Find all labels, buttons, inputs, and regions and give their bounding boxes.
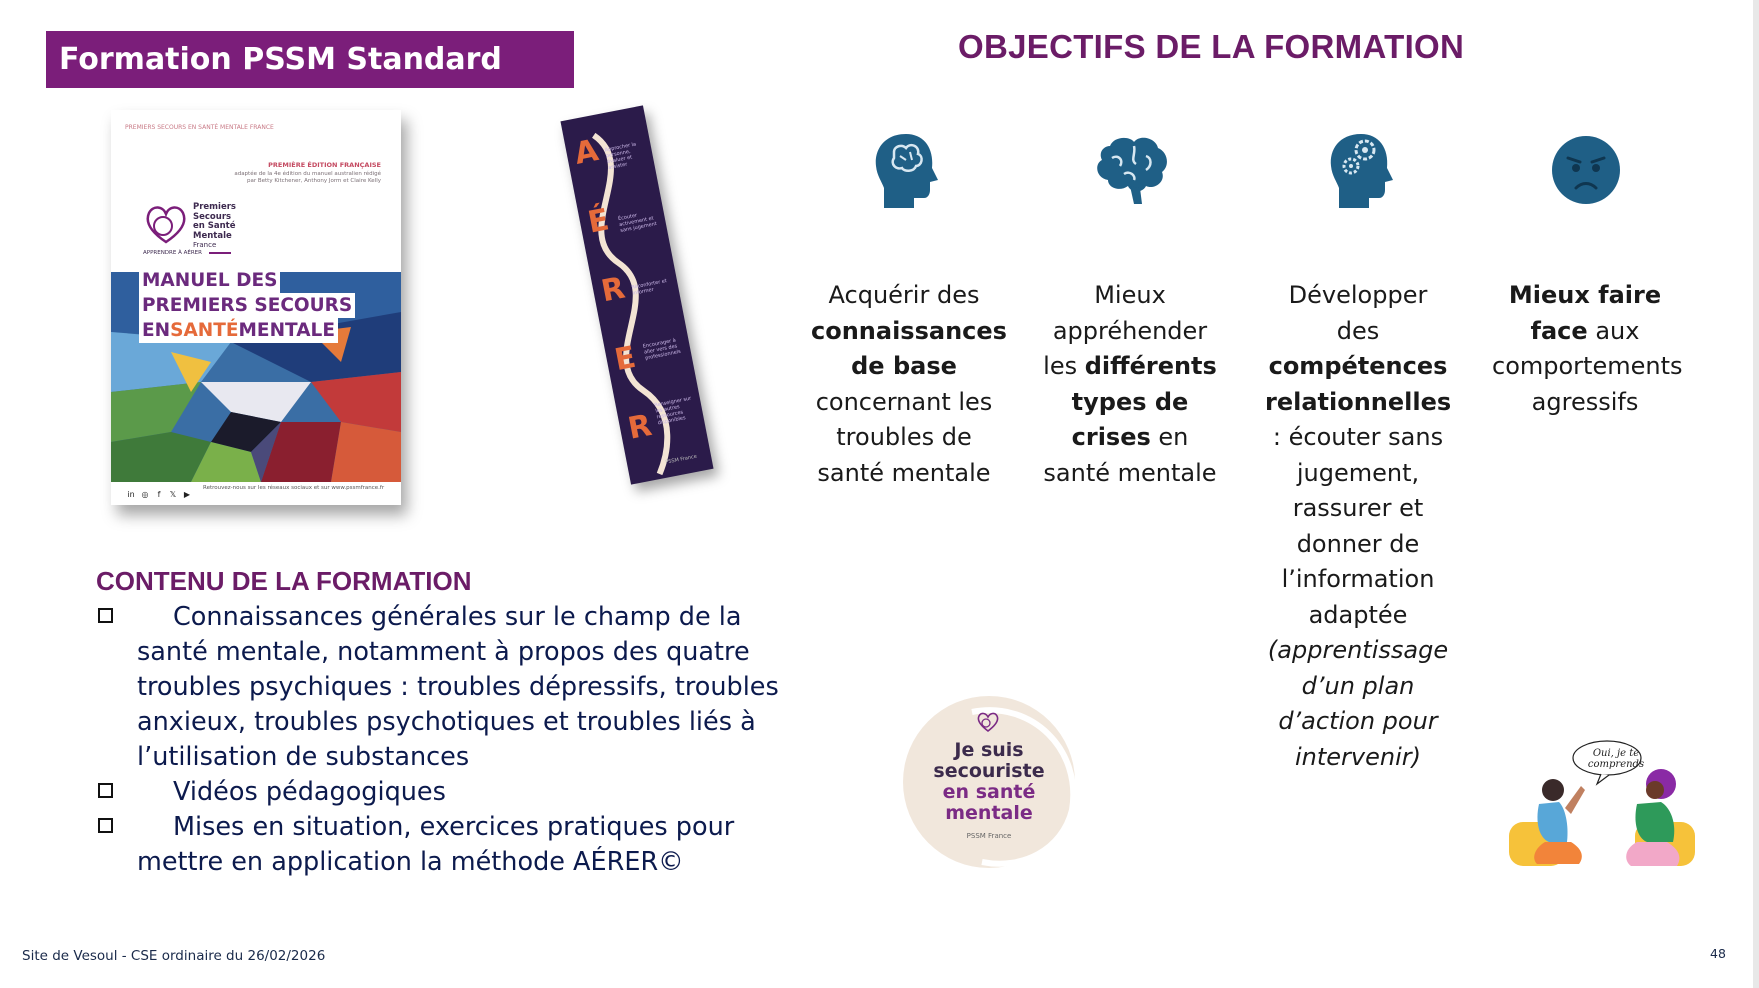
brain-head-icon xyxy=(870,130,946,210)
aerer-bookmark-image xyxy=(560,105,713,484)
bookmark-letter: R xyxy=(625,408,655,447)
badge-text-line2: en santé mentale xyxy=(942,781,1036,824)
x-icon: 𝕏 xyxy=(169,490,177,499)
book-divider xyxy=(209,252,231,254)
list-item: Connaissances générales sur le champ de la santé mentale, notamment à propos des quatre troubles psychiques : troubles dépressifs, troubles anxieux, troubles psychotiques et troubles liés à l’utilisation de substances xyxy=(96,600,796,775)
book-edition-sub: adaptée de la 4e édition du manuel australien rédigé par Betty Kitchener, Anthony Jorm et Claire Kelly xyxy=(234,171,381,184)
checkbox-bullet-icon xyxy=(98,818,113,833)
bookmark-footer: PSSM France xyxy=(664,453,698,466)
slide-footer: Site de Vesoul - CSE ordinaire du 26/02/2026 xyxy=(22,948,326,964)
checkbox-bullet-icon xyxy=(98,608,113,623)
badge-heart-icon xyxy=(976,712,1000,732)
checkbox-bullet-icon xyxy=(98,783,113,798)
bookmark-letter: A xyxy=(571,133,602,172)
instagram-icon: ◎ xyxy=(141,490,149,499)
speech-bubble-text: Oui, je te comprends xyxy=(1587,748,1645,770)
book-tagline: APPRENDRE À AÉRER xyxy=(143,250,202,256)
angry-face-icon xyxy=(1548,130,1624,210)
bookmark-text: Réconforter et informer xyxy=(630,278,668,297)
manual-cover-image xyxy=(111,110,401,505)
book-header: PREMIERS SECOURS EN SANTÉ MENTALE FRANCE xyxy=(125,124,274,131)
pssm-heart-logo-icon xyxy=(143,202,189,246)
bookmark-letter: E xyxy=(611,339,639,379)
book-brand: Premiers Secours en Santé Mentale France xyxy=(193,202,236,249)
content-list xyxy=(96,600,796,880)
youtube-icon: ▶ xyxy=(183,490,191,499)
bookmark-text: Approcher la personne, évaluer et assister xyxy=(604,141,637,172)
facebook-icon: f xyxy=(157,490,161,499)
bookmark-text: Encourager à aller vers des professionnels xyxy=(642,337,682,362)
brain-icon xyxy=(1090,130,1172,210)
slide-title: Formation PSSM Standard xyxy=(46,31,574,88)
badge-subtext: PSSM France xyxy=(966,832,1012,840)
objective-4-text: Mieux faire face aux comportements agressifs xyxy=(1492,281,1683,416)
book-edition: PREMIÈRE ÉDITION FRANÇAISE xyxy=(268,161,381,169)
objective-3-text: Développer des compétences relationnelles : écouter sans jugement, rassurer et donner de l’information adaptée (apprentissage d’un plan d’action pour intervenir) xyxy=(1265,281,1452,771)
slide-edge xyxy=(1753,0,1759,988)
list-item: Vidéos pédagogiques xyxy=(96,775,796,810)
bookmark-letter: R xyxy=(598,270,628,310)
book-title: MANUEL DES PREMIERS SECOURS ENSANTÉMENTALE xyxy=(139,268,355,343)
objective-1-text: Acquérir des connaissances de base concernant les troubles de santé mentale xyxy=(811,281,1007,487)
bookmark-letter: É xyxy=(585,202,612,241)
bookmark-text: Écouter activement et sans jugement xyxy=(617,212,658,234)
list-item: Mises en situation, exercices pratiques pour mettre en application la méthode AÉRER© xyxy=(96,810,796,880)
badge-text-line1: Je suis secouriste xyxy=(933,739,1045,782)
page-number: 48 xyxy=(1710,946,1726,961)
objective-2-text: Mieux appréhender les différents types de crises en santé mentale xyxy=(1043,281,1217,487)
gears-head-icon xyxy=(1325,130,1401,210)
objectives-heading: OBJECTIFS DE LA FORMATION xyxy=(958,28,1465,65)
linkedin-icon: in xyxy=(127,490,135,499)
content-heading: CONTENU DE LA FORMATION xyxy=(96,566,472,596)
bookmark-text: Renseigner sur les autres ressources disponibles xyxy=(653,395,692,427)
book-footer: in ◎ f 𝕏 ▶ Retrouvez-nous sur les réseaux sociaux et sur www.pssmfrance.fr xyxy=(125,482,387,500)
